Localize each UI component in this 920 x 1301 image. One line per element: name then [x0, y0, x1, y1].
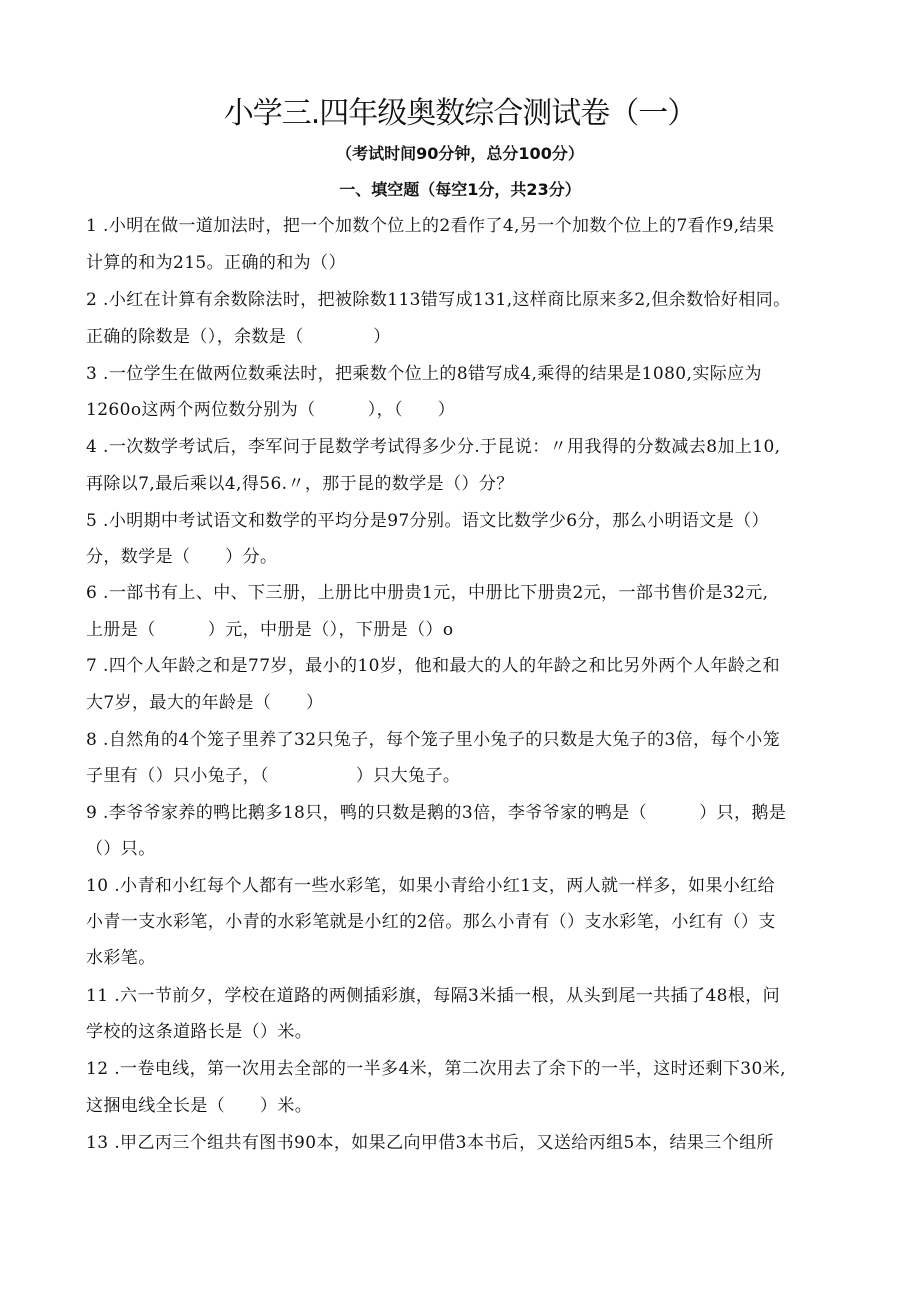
- question-line: 5 .小明期中考试语文和数学的平均分是97分别。语文比数学少6分，那么小明语文是（）: [86, 511, 769, 531]
- question-line: 学校的这条道路长是（）米。: [86, 1022, 313, 1042]
- question-line: 4 .一次数学考试后，李军问于昆数学考试得多少分.于昆说：〃用我得的分数减去8加上10,: [86, 437, 781, 457]
- question-line: （）只。: [86, 839, 156, 859]
- question-line: 大7岁，最大的年龄是（ ）: [86, 693, 324, 713]
- section-heading: 一、填空题（每空1分，共23分）: [339, 180, 581, 199]
- question-line: 水彩笔。: [86, 948, 156, 968]
- question-line: 子里有（）只小兔子，（ ）只大兔子。: [86, 766, 461, 786]
- exam-title: 小学三.四年级奥数综合测试卷（一）: [223, 96, 697, 131]
- question-line: 3 .一位学生在做两位数乘法时，把乘数个位上的8错写成4,乘得的结果是1080,实际应为: [86, 364, 762, 384]
- question-line: 1 .小明在做一道加法时，把一个加数个位上的2看作了4,另一个加数个位上的7看作9,结果: [86, 216, 775, 236]
- question-line: 6 .一部书有上、中、下三册，上册比中册贵1元，中册比下册贵2元，一部书售价是32元,: [86, 583, 769, 603]
- question-line: 8 .自然角的4个笼子里养了32只兔子，每个笼子里小兔子的只数是大兔子的3倍，每个小笼: [86, 730, 781, 750]
- question-line: 正确的除数是（），余数是（ ）: [86, 327, 391, 347]
- question-line: 11 .六一节前夕，学校在道路的两侧插彩旗，每隔3米插一根，从头到尾一共插了48根，问: [86, 986, 781, 1006]
- question-line: 上册是（ ）元，中册是（），下册是（）o: [86, 620, 454, 640]
- question-line: 9 .李爷爷家养的鸭比鹅多18只，鸭的只数是鹅的3倍，李爷爷家的鸭是（ ）只，鹅是: [86, 803, 787, 823]
- question-line: 2 .小红在计算有余数除法时，把被除数113错写成131,这样商比原来多2,但余数恰好相同。: [86, 290, 791, 310]
- question-line: 7 .四个人年龄之和是77岁，最小的10岁，他和最大的人的年龄之和比另外两个人年龄之和: [86, 656, 781, 676]
- question-line: 1260o这两个两位数分别为（ ），（ ）: [86, 400, 456, 420]
- question-line: 小青一支水彩笔，小青的水彩笔就是小红的2倍。那么小青有（）支水彩笔，小红有（）支: [86, 912, 776, 932]
- question-line: 10 .小青和小红每个人都有一些水彩笔，如果小青给小红1支，两人就一样多，如果小红给: [86, 876, 776, 896]
- question-line: 这捆电线全长是（ ）米。: [86, 1096, 313, 1116]
- exam-subtitle: （考试时间90分钟，总分100分）: [336, 144, 584, 163]
- question-line: 12 .一卷电线，第一次用去全部的一半多4米，第二次用去了余下的一半，这时还剩下30米,: [86, 1059, 786, 1079]
- question-line: 计算的和为215。正确的和为（）: [86, 253, 346, 273]
- question-line: 13 .甲乙丙三个组共有图书90本，如果乙向甲借3本书后，又送给丙组5本，结果三个组所: [86, 1133, 774, 1153]
- question-line: 再除以7,最后乘以4,得56.〃，那于昆的数学是（）分？: [86, 474, 514, 494]
- question-line: 分，数学是（ ）分。: [86, 547, 278, 567]
